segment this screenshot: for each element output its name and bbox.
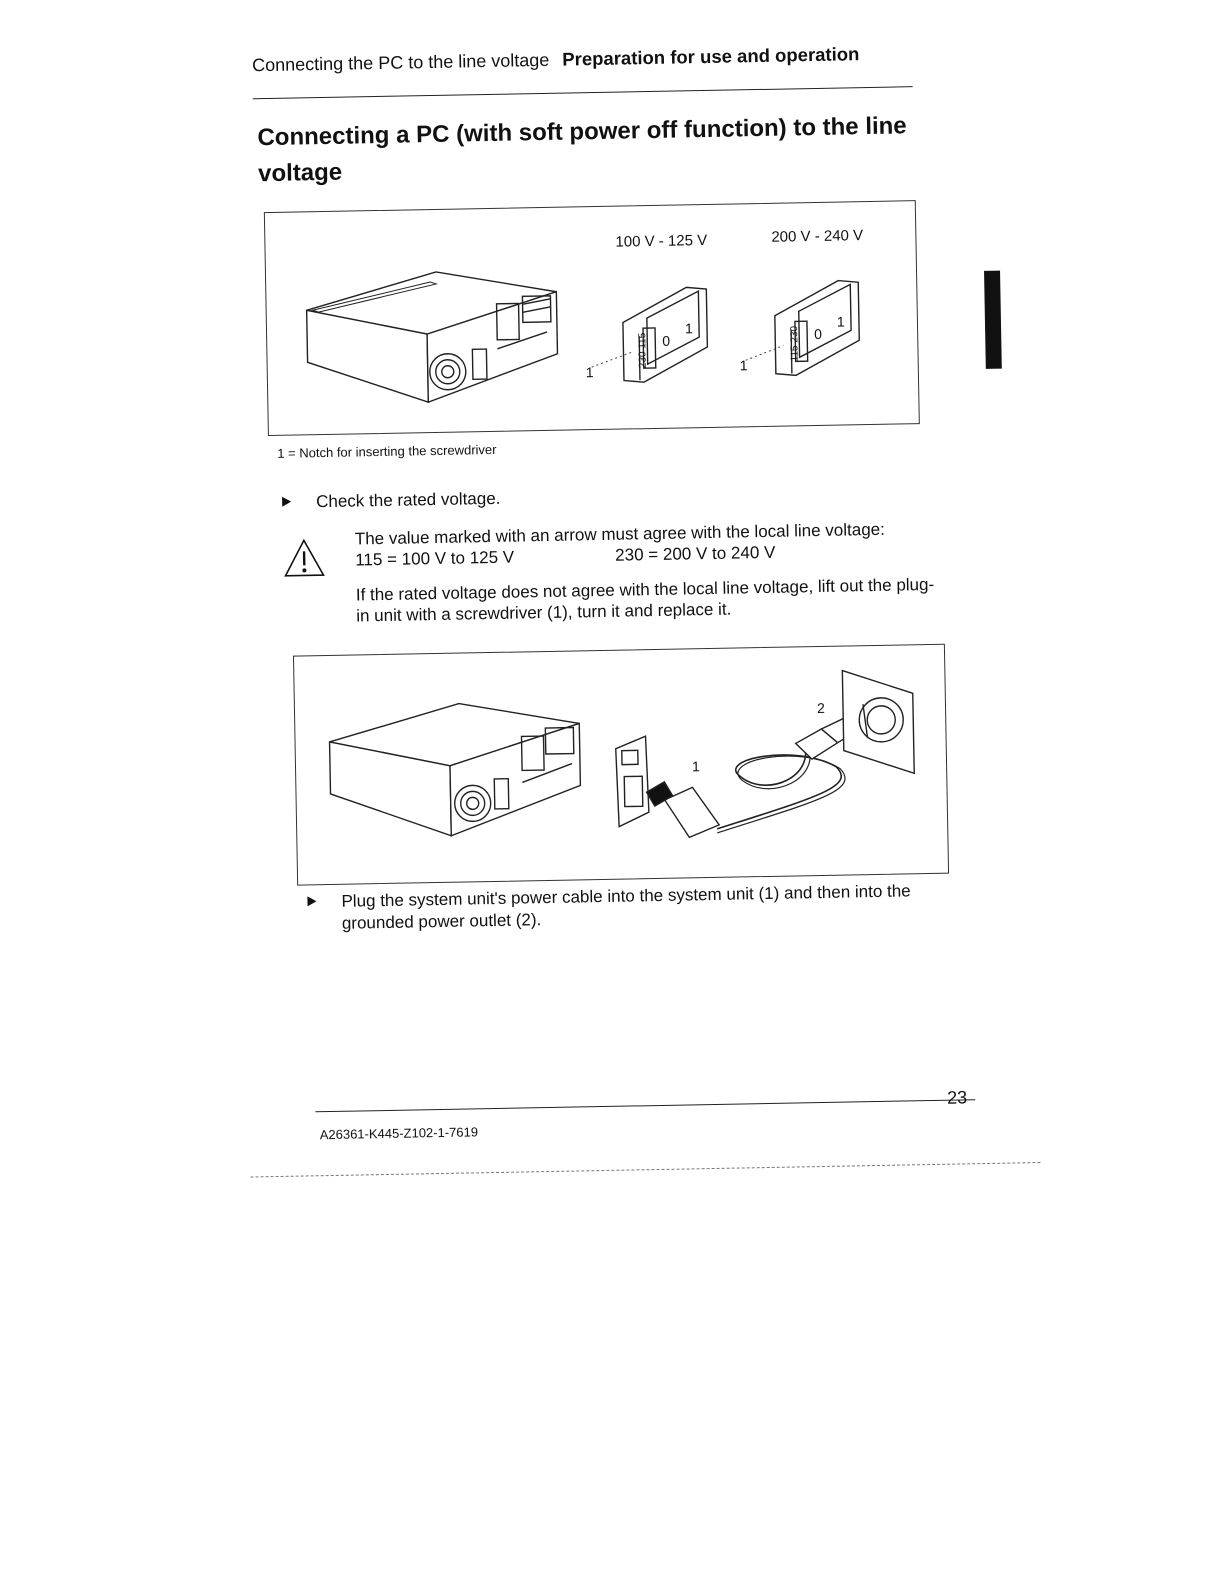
step-check-voltage bbox=[316, 488, 501, 513]
thumb-index-tab bbox=[984, 271, 1002, 369]
arrow-bullet-icon bbox=[307, 896, 316, 906]
note-line1: The value marked with an arrow must agree with the local line voltage: bbox=[355, 518, 935, 550]
footer-rule bbox=[315, 1099, 975, 1112]
running-header bbox=[252, 42, 912, 76]
step-plug-cable-text: Plug the system unit's power cable into the system unit (1) and then into the grounded power outlet (2). bbox=[341, 881, 911, 932]
header-section: Connecting the PC to the line voltage bbox=[252, 50, 550, 75]
scan-edge-line bbox=[251, 1162, 1041, 1177]
note-value-115: 115 = 100 V to 125 V bbox=[355, 545, 615, 571]
power-cable-plug bbox=[646, 781, 719, 838]
warning-triangle-icon bbox=[282, 537, 327, 580]
pc-unit-drawing bbox=[306, 270, 558, 405]
switch-low-on: 1 bbox=[685, 320, 693, 336]
callout-1-high: 1 bbox=[740, 357, 748, 373]
page-title: Connecting a PC (with soft power off function) to the line voltage bbox=[257, 108, 918, 192]
callout-1-socket: 1 bbox=[692, 758, 700, 774]
switch-low-marks: 230 115 bbox=[637, 332, 649, 368]
power-cable-figure bbox=[293, 644, 949, 886]
switch-high-off: 0 bbox=[814, 326, 822, 342]
header-rule bbox=[253, 86, 913, 99]
switch-low-off: 0 bbox=[662, 333, 670, 349]
callout-1-low: 1 bbox=[586, 364, 594, 380]
document-id: A26361-K445-Z102-1-7619 bbox=[320, 1124, 479, 1142]
pc-unit-drawing-2 bbox=[329, 701, 581, 838]
label-100-125v: 100 V - 125 V bbox=[615, 232, 707, 251]
voltage-warning-note bbox=[355, 518, 937, 627]
header-chapter: Preparation for use and operation bbox=[562, 43, 859, 69]
step-plug-cable bbox=[341, 880, 952, 935]
step-check-voltage-text: Check the rated voltage. bbox=[316, 489, 501, 511]
voltage-selector-illustration bbox=[265, 201, 919, 435]
figure-caption: 1 = Notch for inserting the screwdriver bbox=[277, 442, 497, 461]
switch-high-marks: 115 230 bbox=[789, 325, 801, 361]
arrow-bullet-icon bbox=[282, 497, 291, 507]
label-200-240v: 200 V - 240 V bbox=[771, 227, 863, 246]
note-value-230: 230 = 200 V to 240 V bbox=[615, 542, 776, 566]
switch-high-on: 1 bbox=[837, 313, 845, 329]
wall-outlet bbox=[842, 669, 914, 774]
callout-2-outlet: 2 bbox=[817, 700, 825, 716]
page-number: 23 bbox=[947, 1087, 967, 1108]
note-paragraph-2: If the rated voltage does not agree with the local line voltage, lift out the plug-in unit with a screwdriver (1), turn it and replace it. bbox=[356, 574, 937, 627]
power-cable-illustration bbox=[294, 645, 948, 885]
power-socket-panel bbox=[616, 736, 650, 827]
voltage-selector-figure bbox=[264, 200, 920, 436]
